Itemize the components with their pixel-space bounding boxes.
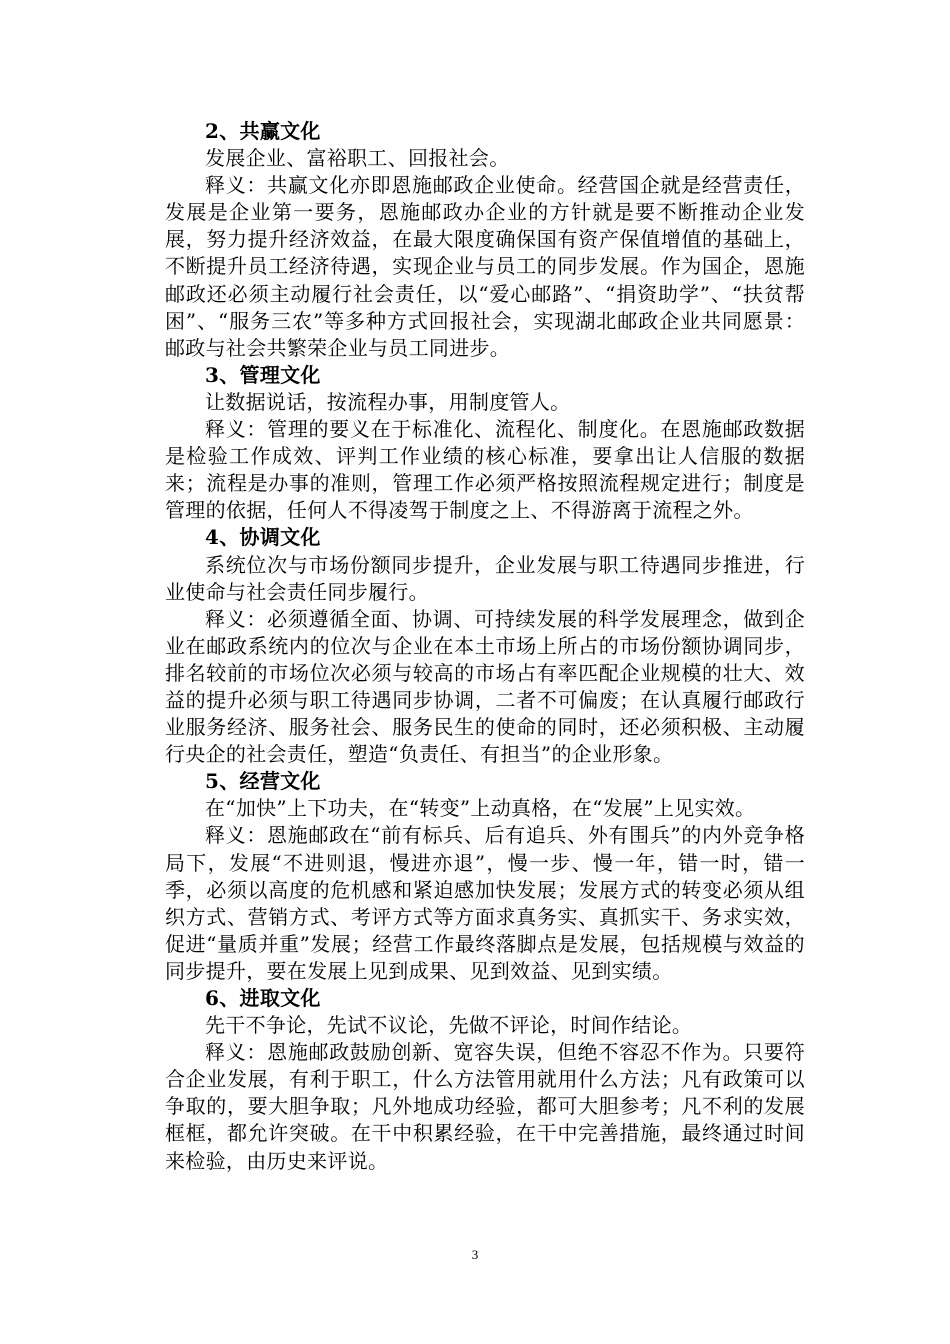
page-number: 3 — [471, 1247, 479, 1262]
section-win-win-culture — [165, 118, 805, 362]
section-motto: 先干不争论，先试不议论，先做不评论，时间作结论。 — [205, 1013, 693, 1038]
section-heading: 6、进取文化 — [205, 986, 321, 1010]
section-motto: 让数据说话，按流程办事，用制度管人。 — [205, 389, 571, 414]
section-explanation: 释义：恩施邮政在“前有标兵、后有追兵、外有围兵”的内外竞争格局下，发展“不进则退，慢进亦退”，慢一步、慢一年，错一时，错一季，必须以高度的危机感和紧迫感加快发展；发展方式的转变必须从组织方式、营销方式、考评方式等方面求真务实、真抓实干、务求实效，促进“量质并重”发展；经营工作最终落脚点是发展，包括规模与效益的同步提升，要在发展上见到成果、见到效益、见到实绩。 — [165, 823, 805, 983]
section-heading: 3、管理文化 — [205, 362, 321, 387]
section-management-culture — [165, 362, 805, 525]
section-heading: 4、协调文化 — [205, 525, 321, 550]
section-heading: 5、经营文化 — [205, 769, 321, 794]
section-explanation: 释义：恩施邮政鼓励创新、宽容失误，但绝不容忍不作为。只要符合企业发展，有利于职工，什么方法管用就用什么方法；凡有政策可以争取的，要大胆争取；凡外地成功经验，都可大胆参考；凡不利的发展框框，都允许突破。在干中积累经验，在干中完善措施，最终通过时间来检验，由历史来评说。 — [165, 1040, 805, 1173]
section-coordination-culture — [165, 524, 805, 768]
section-operation-culture — [165, 768, 805, 985]
section-motto: 系统位次与市场份额同步提升，企业发展与职工待遇同步推进，行业使命与社会责任同步履行。 — [165, 552, 805, 604]
section-explanation: 释义：必须遵循全面、协调、可持续发展的科学发展理念，做到企业在邮政系统内的位次与企业在本土市场上所占的市场份额协调同步，排名较前的市场位次必须与较高的市场占有率匹配企业规模的壮大、效益的提升必须与职工待遇同步协调，二者不可偏废；在认真履行邮政行业服务经济、服务社会、服务民生的使命的同时，还必须积极、主动履行央企的社会责任，塑造“负责任、有担当”的企业形象。 — [165, 606, 805, 767]
document-body — [165, 118, 805, 1175]
section-motto: 发展企业、富裕职工、回报社会。 — [205, 146, 510, 171]
section-explanation: 释义：共赢文化亦即恩施邮政企业使命。经营国企就是经营责任，发展是企业第一要务，恩施邮政办企业的方针就是要不断推动企业发展，努力提升经济效益，在最大限度确保国有资产保值增值的基础上，不断提升员工经济待遇，实现企业与员工的同步发展。作为国企，恩施邮政还必须主动履行社会责任，以“爱心邮路”、“捐资助学”、“扶贫帮困”、“服务三农”等多种方式回报社会，实现湖北邮政企业共同愿景：邮政与社会共繁荣企业与员工同进步。 — [165, 173, 805, 360]
section-enterprising-culture — [165, 985, 805, 1175]
section-explanation: 释义：管理的要义在于标准化、流程化、制度化。在恩施邮政数据是检验工作成效、评判工作业绩的核心标准，要拿出让人信服的数据来；流程是办事的准则，管理工作必须严格按照流程规定进行；制度是管理的依据，任何人不得凌驾于制度之上、不得游离于流程之外。 — [165, 417, 805, 523]
section-heading: 2、共赢文化 — [205, 119, 321, 143]
section-motto: 在“加快”上下功夫，在“转变”上动真格，在“发展”上见实效。 — [205, 796, 756, 821]
